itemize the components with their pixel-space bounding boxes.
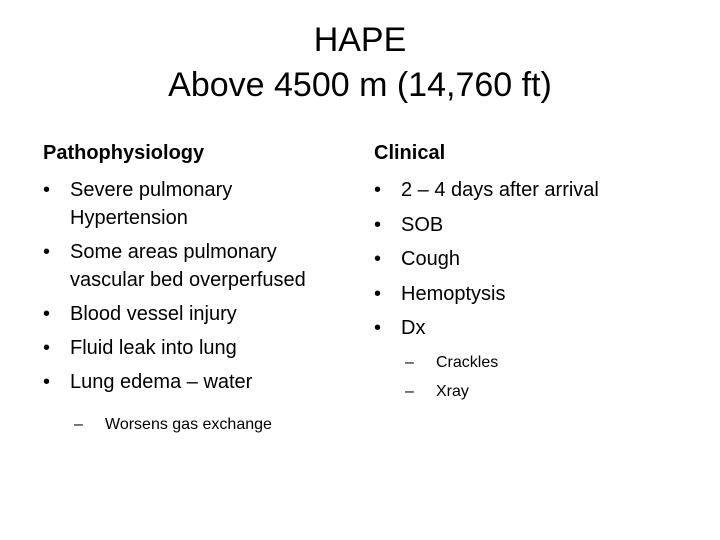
list-item bbox=[374, 280, 704, 308]
bullet-text: 2 – 4 days after arrival bbox=[401, 179, 599, 201]
clinical-heading: Clinical bbox=[374, 142, 446, 164]
bullet-text: SOB bbox=[401, 213, 444, 236]
dash-mark: – bbox=[74, 416, 83, 433]
list-item bbox=[43, 300, 343, 328]
list-item bbox=[374, 314, 704, 403]
bullet-mark: • bbox=[43, 241, 51, 263]
dash-mark: – bbox=[405, 383, 414, 400]
bullet-text: Dx bbox=[401, 317, 426, 339]
bullet-mark: • bbox=[374, 248, 382, 270]
bullet-text: Severe pulmonary Hypertension bbox=[70, 179, 233, 229]
list-item bbox=[43, 238, 343, 294]
bullet-text: Hemoptysis bbox=[401, 282, 506, 305]
list-item bbox=[374, 176, 704, 204]
list-item bbox=[43, 368, 343, 396]
sub-list-item bbox=[74, 414, 374, 436]
sub-list-item bbox=[405, 352, 704, 374]
bullet-mark: • bbox=[374, 179, 382, 201]
bullet-text: Lung edema – water bbox=[70, 371, 253, 393]
list-item bbox=[374, 211, 704, 239]
pathophysiology-heading: Pathophysiology bbox=[43, 142, 205, 164]
bullet-text: Blood vessel injury bbox=[70, 303, 237, 325]
title-line-2: Above 4500 m (14,760 ft) bbox=[168, 66, 552, 104]
pathophysiology-list bbox=[43, 176, 343, 402]
sub-item-text: Crackles bbox=[436, 354, 499, 371]
bullet-text: Some areas pulmonary vascular bed overperfused bbox=[70, 241, 306, 291]
bullet-mark: • bbox=[43, 371, 51, 393]
bullet-text: Cough bbox=[401, 248, 460, 270]
pathophysiology-sub-list bbox=[74, 414, 374, 443]
bullet-mark: • bbox=[43, 179, 51, 201]
sub-list-item bbox=[405, 381, 704, 403]
bullet-text: Fluid leak into lung bbox=[70, 337, 237, 359]
list-item bbox=[374, 245, 704, 273]
title-line-1: HAPE bbox=[313, 21, 407, 59]
bullet-mark: • bbox=[43, 337, 51, 359]
bullet-mark: • bbox=[374, 213, 382, 236]
clinical-list bbox=[374, 176, 704, 410]
bullet-mark: • bbox=[374, 282, 382, 305]
list-item bbox=[43, 334, 343, 362]
list-item bbox=[43, 176, 343, 232]
sub-item-text: Xray bbox=[436, 383, 469, 400]
bullet-mark: • bbox=[374, 317, 382, 339]
slide-title bbox=[36, 18, 684, 108]
dash-mark: – bbox=[405, 354, 414, 371]
clinical-sub-list bbox=[401, 352, 704, 403]
bullet-mark: • bbox=[43, 303, 51, 325]
sub-item-text: Worsens gas exchange bbox=[105, 416, 272, 433]
